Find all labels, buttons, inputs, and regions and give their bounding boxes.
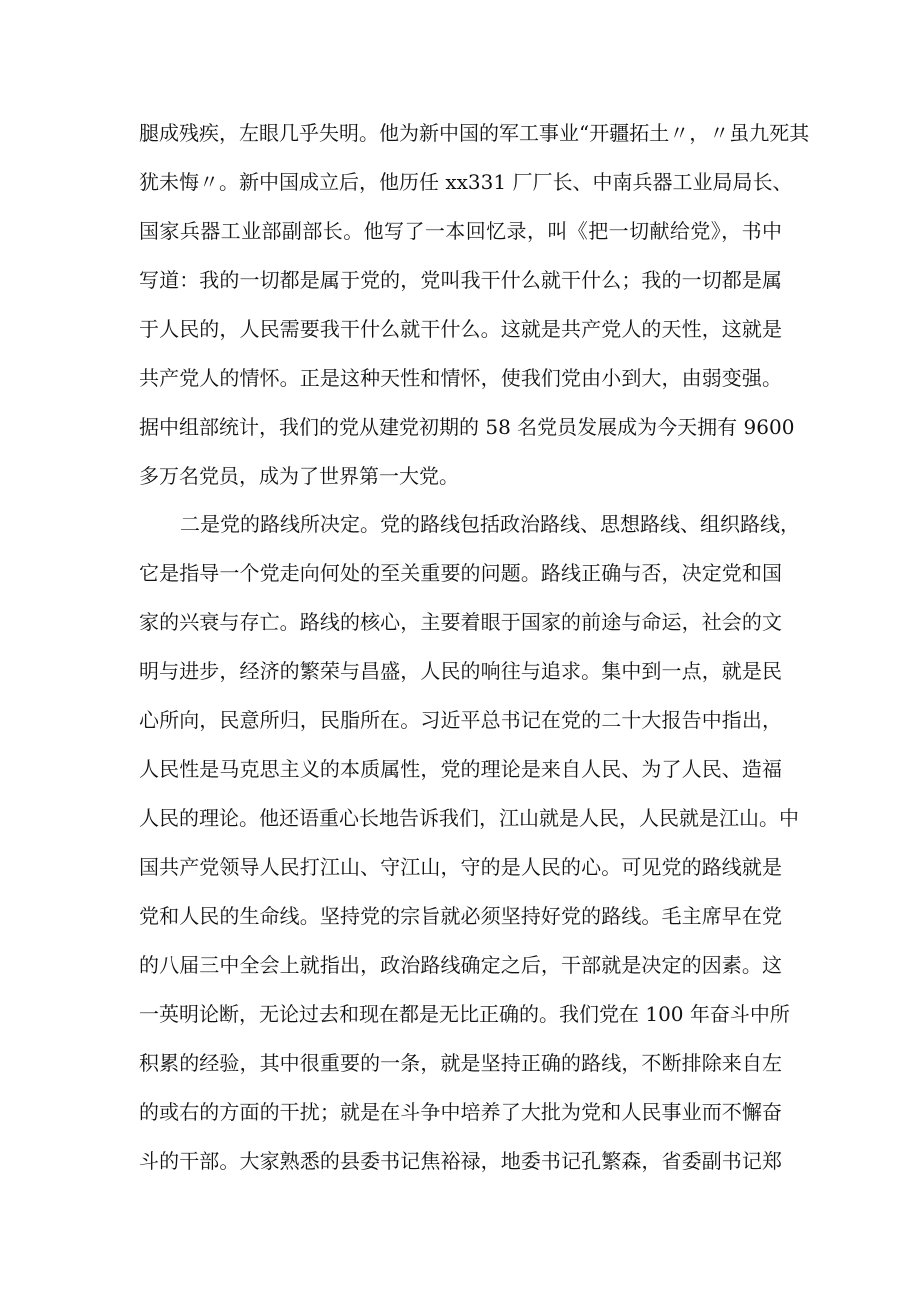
text-line: 家的兴衰与存亡。路线的核心，主要着眼于国家的前途与命运，社会的文 <box>139 610 782 634</box>
text-line: 明与进步，经济的繁荣与昌盛，人民的响往与追求。集中到一点，就是民 <box>139 659 782 683</box>
text-line: 党和人民的生命线。坚持党的宗旨就必须坚持好党的路线。毛主席早在党 <box>139 904 782 928</box>
text-line: 它是指导一个党走向何处的至关重要的问题。路线正确与否，决定党和国 <box>139 561 782 585</box>
text-line: 积累的经验，其中很重要的一条，就是坚持正确的路线，不断排除来自左 <box>139 1051 782 1075</box>
text-line: 写道：我的一切都是属于党的，党叫我干什么就干什么；我的一切都是属 <box>139 268 782 292</box>
text-line: 多万名党员，成为了世界第一大党。 <box>139 464 459 488</box>
text-line: 心所向，民意所归，民脂所在。习近平总书记在党的二十大报告中指出， <box>139 708 782 732</box>
text-line: 的或右的方面的干扰；就是在斗争中培养了大批为党和人民事业而不懈奋 <box>139 1100 782 1124</box>
text-line: 人民的理论。他还语重心长地告诉我们，江山就是人民，人民就是江山。中 <box>139 806 799 830</box>
text-line: 据中组部统计，我们的党从建党初期的 58 名党员发展成为今天拥有 9600 <box>139 415 795 439</box>
text-line: 国家兵器工业部副部长。他写了一本回忆录，叫《把一切献给党》，书中 <box>139 219 782 243</box>
text-line: 腿成残疾，左眼几乎失明。他为新中国的军工事业“开疆拓土〃，〃虽九死其 <box>139 121 810 145</box>
text-line: 人民性是马克思主义的本质属性，党的理论是来自人民、为了人民、造福 <box>139 757 782 781</box>
text-line: 共产党人的情怀。正是这种天性和情怀，使我们党由小到大，由弱变强。 <box>139 366 782 390</box>
text-line: 国共产党领导人民打江山、守江山，守的是人民的心。可见党的路线就是 <box>139 855 782 879</box>
text-line: 的八届三中全会上就指出，政治路线确定之后，干部就是决定的因素。这 <box>139 953 782 977</box>
text-line: 斗的干部。大家熟悉的县委书记焦裕禄，地委书记孔繁森，省委副书记郑 <box>139 1149 782 1173</box>
text-line: 于人民的，人民需要我干什么就干什么。这就是共产党人的天性，这就是 <box>139 317 782 341</box>
paragraph-first-line: 二是党的路线所决定。党的路线包括政治路线、思想路线、组织路线， <box>180 512 800 536</box>
text-line: 犹未悔〃。新中国成立后，他历任 xx331 厂厂长、中南兵器工业局局长、 <box>139 170 793 194</box>
text-line: 一英明论断，无论过去和现在都是无比正确的。我们党在 100 年奋斗中所 <box>139 1002 790 1026</box>
